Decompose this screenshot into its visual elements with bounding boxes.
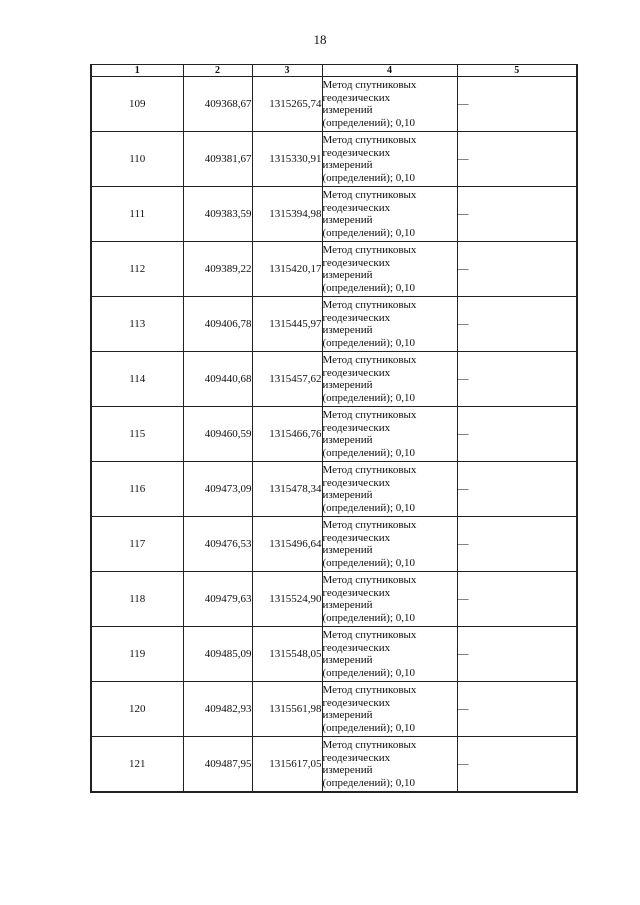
method-line: (определений); 0,10 bbox=[322, 501, 416, 514]
method-line: (определений); 0,10 bbox=[322, 666, 416, 679]
table-row bbox=[91, 242, 577, 297]
table-row bbox=[91, 737, 577, 793]
header-col-3: 3 bbox=[252, 65, 322, 77]
method-line: (определений); 0,10 bbox=[322, 556, 416, 569]
method-description bbox=[322, 187, 457, 242]
y-coordinate: 1315420,17 bbox=[252, 242, 322, 297]
x-coordinate: 409476,53 bbox=[183, 517, 252, 572]
point-number: 120 bbox=[91, 682, 183, 737]
table-row bbox=[91, 682, 577, 737]
method-line: измерений bbox=[322, 269, 373, 281]
point-number: 116 bbox=[91, 462, 183, 517]
table-row bbox=[91, 77, 577, 132]
x-coordinate: 409485,09 bbox=[183, 627, 252, 682]
table-row bbox=[91, 517, 577, 572]
header-col-1: 1 bbox=[91, 65, 183, 77]
method-line: геодезических bbox=[322, 91, 391, 104]
method-line: измерений bbox=[322, 654, 373, 666]
method-line: (определений); 0,10 bbox=[322, 336, 416, 349]
header-col-5: 5 bbox=[457, 65, 577, 77]
method-line: Метод спутниковых bbox=[322, 739, 417, 751]
point-number: 114 bbox=[91, 352, 183, 407]
method-line: (определений); 0,10 bbox=[322, 721, 416, 734]
method-line: геодезических bbox=[322, 421, 391, 434]
method-line: Метод спутниковых bbox=[322, 519, 417, 531]
method-line: геодезических bbox=[322, 146, 391, 159]
header-col-4: 4 bbox=[322, 65, 457, 77]
method-line: Метод спутниковых bbox=[322, 354, 417, 366]
x-coordinate: 409368,67 bbox=[183, 77, 252, 132]
y-coordinate: 1315524,90 bbox=[252, 572, 322, 627]
method-line: Метод спутниковых bbox=[322, 684, 417, 696]
method-line: геодезических bbox=[322, 531, 391, 544]
table-row bbox=[91, 462, 577, 517]
method-description bbox=[322, 682, 457, 737]
note-dash: — bbox=[457, 682, 577, 737]
method-line: Метод спутниковых bbox=[322, 574, 417, 586]
point-number: 118 bbox=[91, 572, 183, 627]
note-dash: — bbox=[457, 407, 577, 462]
method-line: измерений bbox=[322, 379, 373, 391]
point-number: 110 bbox=[91, 132, 183, 187]
method-description bbox=[322, 572, 457, 627]
method-line: геодезических bbox=[322, 201, 391, 214]
note-dash: — bbox=[457, 462, 577, 517]
y-coordinate: 1315478,34 bbox=[252, 462, 322, 517]
method-description bbox=[322, 407, 457, 462]
y-coordinate: 1315496,64 bbox=[252, 517, 322, 572]
method-line: Метод спутниковых bbox=[322, 299, 417, 311]
method-description bbox=[322, 242, 457, 297]
x-coordinate: 409473,09 bbox=[183, 462, 252, 517]
point-number: 117 bbox=[91, 517, 183, 572]
point-number: 119 bbox=[91, 627, 183, 682]
method-line: Метод спутниковых bbox=[322, 629, 417, 641]
method-line: измерений bbox=[322, 489, 373, 501]
method-line: геодезических bbox=[322, 641, 391, 654]
method-line: Метод спутниковых bbox=[322, 409, 417, 421]
method-line: геодезических bbox=[322, 586, 391, 599]
x-coordinate: 409460,59 bbox=[183, 407, 252, 462]
note-dash: — bbox=[457, 242, 577, 297]
method-line: геодезических bbox=[322, 366, 391, 379]
x-coordinate: 409389,22 bbox=[183, 242, 252, 297]
point-number: 115 bbox=[91, 407, 183, 462]
method-line: (определений); 0,10 bbox=[322, 116, 416, 129]
method-line: Метод спутниковых bbox=[322, 244, 417, 256]
method-line: геодезических bbox=[322, 751, 391, 764]
y-coordinate: 1315394,98 bbox=[252, 187, 322, 242]
method-line: Метод спутниковых bbox=[322, 134, 417, 146]
method-line: измерений bbox=[322, 709, 373, 721]
method-line: (определений); 0,10 bbox=[322, 281, 416, 294]
x-coordinate: 409487,95 bbox=[183, 737, 252, 793]
method-line: Метод спутниковых bbox=[322, 189, 417, 201]
note-dash: — bbox=[457, 352, 577, 407]
method-line: измерений bbox=[322, 599, 373, 611]
method-description bbox=[322, 627, 457, 682]
method-line: (определений); 0,10 bbox=[322, 391, 416, 404]
y-coordinate: 1315457,62 bbox=[252, 352, 322, 407]
y-coordinate: 1315617,05 bbox=[252, 737, 322, 793]
x-coordinate: 409381,67 bbox=[183, 132, 252, 187]
method-line: (определений); 0,10 bbox=[322, 171, 416, 184]
y-coordinate: 1315548,05 bbox=[252, 627, 322, 682]
method-description bbox=[322, 737, 457, 793]
x-coordinate: 409440,68 bbox=[183, 352, 252, 407]
method-line: измерений bbox=[322, 214, 373, 226]
point-number: 109 bbox=[91, 77, 183, 132]
method-description bbox=[322, 352, 457, 407]
method-line: (определений); 0,10 bbox=[322, 226, 416, 239]
y-coordinate: 1315561,98 bbox=[252, 682, 322, 737]
method-description bbox=[322, 132, 457, 187]
note-dash: — bbox=[457, 77, 577, 132]
header-col-2: 2 bbox=[183, 65, 252, 77]
method-line: Метод спутниковых bbox=[322, 79, 417, 91]
method-line: измерений bbox=[322, 159, 373, 171]
note-dash: — bbox=[457, 517, 577, 572]
note-dash: — bbox=[457, 737, 577, 793]
method-line: геодезических bbox=[322, 476, 391, 489]
point-number: 112 bbox=[91, 242, 183, 297]
x-coordinate: 409479,63 bbox=[183, 572, 252, 627]
table-row bbox=[91, 132, 577, 187]
method-line: (определений); 0,10 bbox=[322, 611, 416, 624]
method-line: геодезических bbox=[322, 256, 391, 269]
y-coordinate: 1315265,74 bbox=[252, 77, 322, 132]
header-row bbox=[91, 65, 577, 77]
method-description bbox=[322, 462, 457, 517]
note-dash: — bbox=[457, 627, 577, 682]
note-dash: — bbox=[457, 297, 577, 352]
table-row bbox=[91, 352, 577, 407]
note-dash: — bbox=[457, 572, 577, 627]
method-line: измерений bbox=[322, 434, 373, 446]
table-row bbox=[91, 297, 577, 352]
method-line: измерений bbox=[322, 544, 373, 556]
x-coordinate: 409482,93 bbox=[183, 682, 252, 737]
y-coordinate: 1315445,97 bbox=[252, 297, 322, 352]
point-number: 121 bbox=[91, 737, 183, 793]
note-dash: — bbox=[457, 132, 577, 187]
y-coordinate: 1315466,76 bbox=[252, 407, 322, 462]
table-row bbox=[91, 187, 577, 242]
method-description bbox=[322, 77, 457, 132]
method-line: измерений bbox=[322, 764, 373, 776]
method-line: измерений bbox=[322, 104, 373, 116]
method-line: геодезических bbox=[322, 311, 391, 324]
note-dash: — bbox=[457, 187, 577, 242]
method-line: (определений); 0,10 bbox=[322, 446, 416, 459]
method-line: геодезических bbox=[322, 696, 391, 709]
point-number: 111 bbox=[91, 187, 183, 242]
method-line: измерений bbox=[322, 324, 373, 336]
table-row bbox=[91, 407, 577, 462]
y-coordinate: 1315330,91 bbox=[252, 132, 322, 187]
page-number: 18 bbox=[313, 32, 327, 47]
method-description bbox=[322, 517, 457, 572]
method-description bbox=[322, 297, 457, 352]
table-row bbox=[91, 627, 577, 682]
table-row bbox=[91, 572, 577, 627]
method-line: Метод спутниковых bbox=[322, 464, 417, 476]
x-coordinate: 409406,78 bbox=[183, 297, 252, 352]
coordinates-table bbox=[90, 64, 578, 793]
x-coordinate: 409383,59 bbox=[183, 187, 252, 242]
point-number: 113 bbox=[91, 297, 183, 352]
method-line: (определений); 0,10 bbox=[322, 776, 416, 789]
